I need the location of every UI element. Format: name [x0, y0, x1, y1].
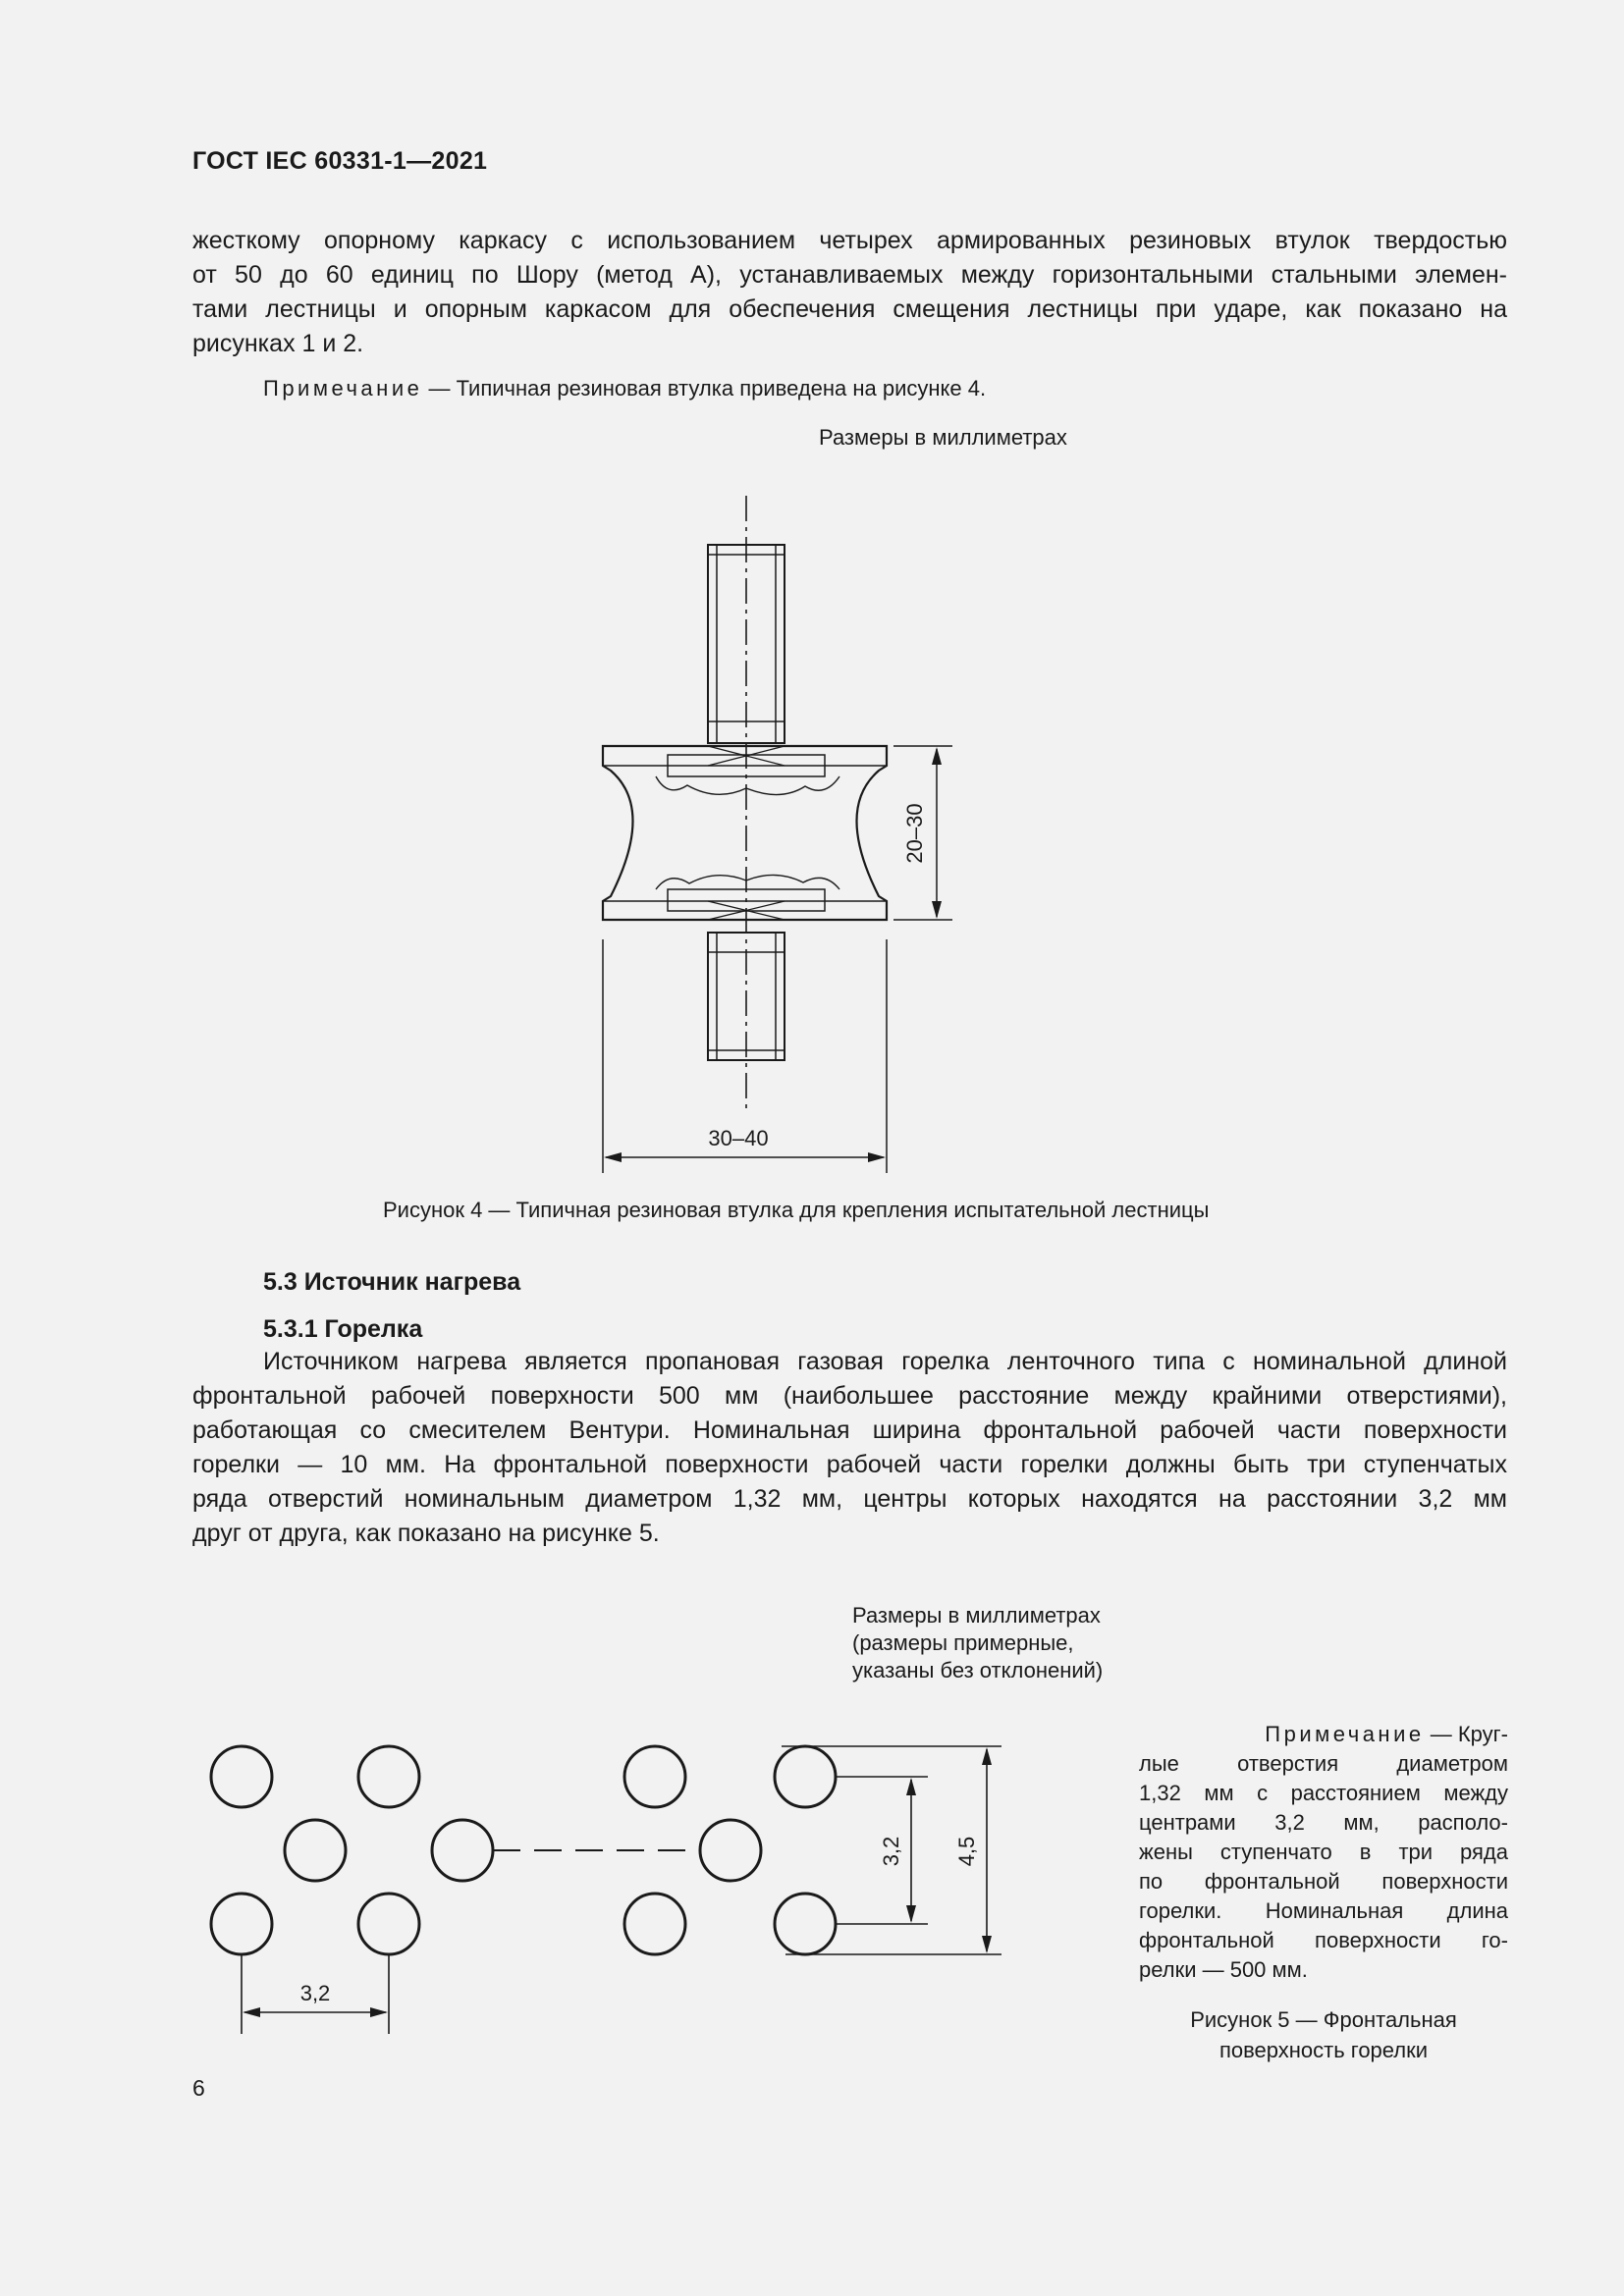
note-text: — Типичная резиновая втулка приведена на рисунке 4. [422, 376, 987, 400]
figure5-note [1139, 1720, 1508, 1985]
caption-line: Рисунок 5 — Фронтальная [1190, 2007, 1457, 2032]
intro-paragraph [192, 224, 1507, 361]
rubber-bush-drawing [579, 486, 972, 1193]
note-line: центрами 3,2 мм, располо- [1139, 1810, 1508, 1835]
note-line: фронтальной поверхности го- [1139, 1928, 1508, 1952]
note-line: 1,32 мм с расстоянием между [1139, 1781, 1508, 1805]
paragraph-line: друг от друга, как показано на рисунке 5. [192, 1520, 660, 1547]
burner-hole [358, 1894, 419, 1954]
dimension-horizontal-label: 3,2 [299, 1981, 331, 2005]
figure5-units-label [852, 1602, 1103, 1684]
burner-hole [432, 1820, 493, 1881]
burner-hole [285, 1820, 346, 1881]
paragraph-line: Источником нагрева является пропановая газовая горелка ленточного типа с номинальной длиной [263, 1348, 1507, 1375]
page-number: 6 [192, 2075, 205, 2101]
dimension-height-label: 20–30 [902, 803, 927, 864]
paragraph-line: горелки — 10 мм. На фронтальной поверхности рабочей части горелки должны быть три ступенчатых [192, 1451, 1507, 1478]
units-line: (размеры примерные, [852, 1630, 1074, 1655]
section-5-3-1-heading: 5.3.1 Горелка [263, 1315, 423, 1343]
burner-hole [700, 1820, 761, 1881]
note-line: по фронтальной поверхности [1139, 1869, 1508, 1894]
burner-hole [775, 1894, 836, 1954]
note-label: Примечание [263, 376, 423, 400]
burner-hole [624, 1894, 685, 1954]
note-line: жены ступенчато в три ряда [1139, 1840, 1508, 1864]
dimension-vertical-small-label: 3,2 [879, 1836, 903, 1867]
section-5-3-heading: 5.3 Источник нагрева [263, 1268, 521, 1296]
note-text: — Круг- [1424, 1722, 1508, 1746]
figure4-units-label: Размеры в миллиметрах [819, 425, 1067, 450]
bush-body [603, 746, 887, 920]
note-line [1139, 1720, 1508, 1749]
section-5-3-1-body [192, 1345, 1507, 1551]
note-line: горелки. Номинальная длина [1139, 1898, 1508, 1923]
note-1 [263, 376, 986, 401]
burner-hole [211, 1746, 272, 1807]
document-header: ГОСТ IEC 60331-1—2021 [192, 147, 488, 175]
figure4-caption: Рисунок 4 — Типичная резиновая втулка для крепления испытательной лестницы [383, 1198, 1210, 1222]
paragraph-line: рисунках 1 и 2. [192, 330, 364, 357]
dimension-width-label: 30–40 [708, 1126, 769, 1150]
paragraph-line: ряда отверстий номинальным диаметром 1,32 мм, центры которых находятся на расстоянии 3,2 мм [192, 1485, 1507, 1513]
caption-line: поверхность горелки [1218, 2038, 1429, 2062]
paragraph-line: работающая со смесителем Вентури. Номинальная ширина фронтальной рабочей части поверхности [192, 1416, 1507, 1444]
burner-holes-drawing [196, 1728, 1031, 2052]
burner-hole [775, 1746, 836, 1807]
note-label: Примечание [1265, 1722, 1425, 1746]
note-line: релки — 500 мм. [1139, 1957, 1308, 1982]
paragraph-line: фронтальной рабочей поверхности 500 мм (наибольшее расстояние между крайними отверстиями), [192, 1382, 1507, 1410]
figure5-caption [1139, 2004, 1508, 2065]
paragraph-line: тами лестницы и опорным каркасом для обеспечения смещения лестницы при ударе, как показано на [192, 295, 1507, 323]
burner-hole [211, 1894, 272, 1954]
burner-hole [358, 1746, 419, 1807]
burner-hole [624, 1746, 685, 1807]
paragraph-line: жесткому опорному каркасу с использованием четырех армированных резиновых втулок твердостью [192, 227, 1507, 254]
units-line: Размеры в миллиметрах [852, 1603, 1101, 1628]
units-line: указаны без отклонений) [852, 1658, 1104, 1682]
paragraph-line: от 50 до 60 единиц по Шору (метод А), устанавливаемых между горизонтальными стальными элемен- [192, 261, 1507, 289]
dimension-vertical-large-label: 4,5 [954, 1836, 979, 1867]
note-line: лые отверстия диаметром [1139, 1751, 1508, 1776]
